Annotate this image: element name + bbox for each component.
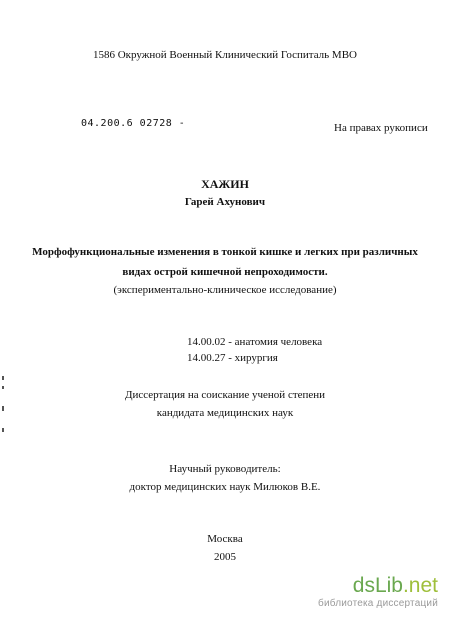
dslib-tagline: библиотека диссертаций xyxy=(318,598,438,609)
title-line-2: видах острой кишечной непроходимости. xyxy=(122,266,328,278)
specialty-name: хирургия xyxy=(234,352,278,364)
title-line-1: Морфофункциональные изменения в тонкой кишке и легких при различных xyxy=(32,246,418,258)
rights-note: На правах рукописи xyxy=(334,122,428,134)
dslib-watermark-logo xyxy=(320,574,438,612)
specialty-name: анатомия человека xyxy=(234,336,323,348)
author-first-names: Гарей Ахунович xyxy=(184,196,266,208)
dslib-brand xyxy=(353,574,438,598)
brand-part-1: dsLib xyxy=(352,574,403,597)
author-last-name: ХАЖИН xyxy=(201,177,249,191)
dissertation-line-2: кандидата медицинских наук xyxy=(156,407,294,419)
brand-part-2: .net xyxy=(402,574,438,597)
stamp-number: 04.200.6 02728 - xyxy=(81,118,186,129)
title-subtitle: (экспериментально-клиническое исследование) xyxy=(113,284,337,296)
city: Москва xyxy=(207,533,243,545)
advisor-label: Научный руководитель: xyxy=(169,463,281,475)
advisor-name: доктор медицинских наук Милюков В.Е. xyxy=(129,481,321,493)
specialty-1 xyxy=(187,336,322,349)
specialty-code: 14.00.02 - xyxy=(187,336,232,348)
dissertation-line-1: Диссертация на соискание ученой степени xyxy=(124,389,326,401)
institution-name: 1586 Окружной Военный Клинический Госпиталь МВО xyxy=(92,49,357,61)
specialty-code: 14.00.27 - xyxy=(187,352,232,364)
specialty-2 xyxy=(187,352,278,365)
year: 2005 xyxy=(214,551,236,563)
scan-margin-marks xyxy=(2,376,6,436)
